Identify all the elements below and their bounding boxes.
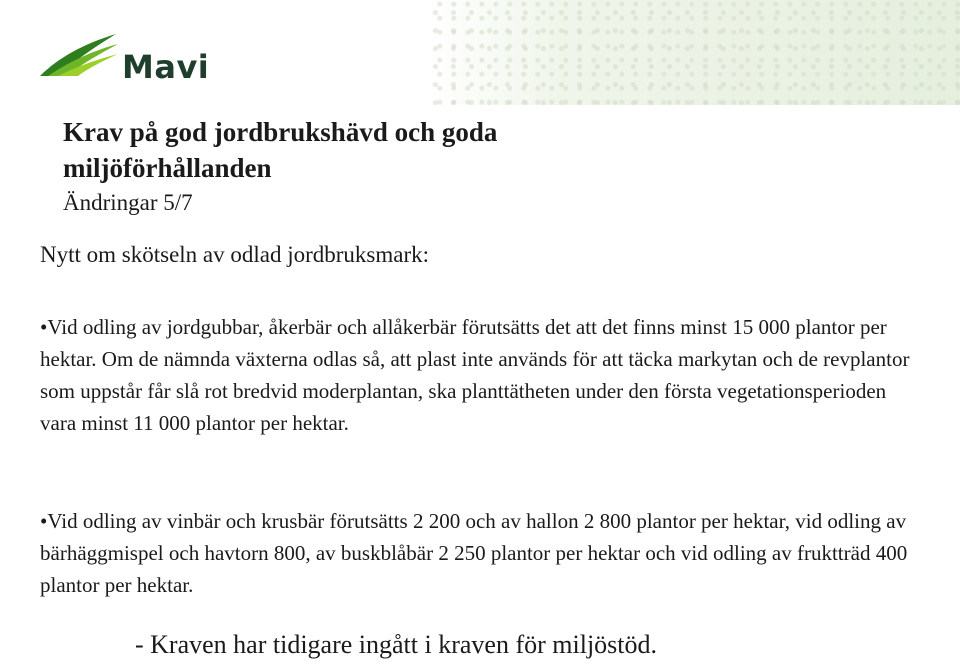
- bullet-paragraph-1: [40, 311, 920, 439]
- bullet-text: Vid odling av jordgubbar, åkerbär och allåkerbär förutsätts det att det finns minst 15 000 plantor per hektar. Om de nämnda växterna odlas så, att plast inte används för att täcka markytan och de revplantor som uppstår får slå rot bredvid moderplantan, ska planttätheten under den första vegetationsperioden vara minst 11 000 plantor per hektar.: [40, 315, 910, 435]
- intro-heading: Nytt om skötseln av odlad jordbruksmark:: [40, 242, 430, 267]
- slide-subtitle: Ändringar 5/7: [63, 190, 193, 215]
- leaf-swoosh-icon: [38, 30, 120, 80]
- bullet-marker: •: [40, 509, 48, 533]
- bullet-paragraph-2: [40, 505, 920, 601]
- bullet-marker: •: [40, 315, 48, 339]
- mavi-logo: [38, 30, 238, 90]
- header-decoration: [430, 0, 960, 105]
- logo-text: Mavi: [122, 48, 210, 86]
- footnote: - Kraven har tidigare ingått i kraven för miljöstöd.: [135, 630, 658, 659]
- bullet-text: Vid odling av vinbär och krusbär förutsätts 2 200 och av hallon 2 800 plantor per hektar, vid odling av bärhäggmispel och havtorn 800, av buskblåbär 2 250 plantor per hektar och vid odling av fruktträd 400 plantor per hektar.: [40, 509, 908, 597]
- slide-title: Krav på god jordbrukshävd och goda miljöförhållanden: [63, 117, 498, 183]
